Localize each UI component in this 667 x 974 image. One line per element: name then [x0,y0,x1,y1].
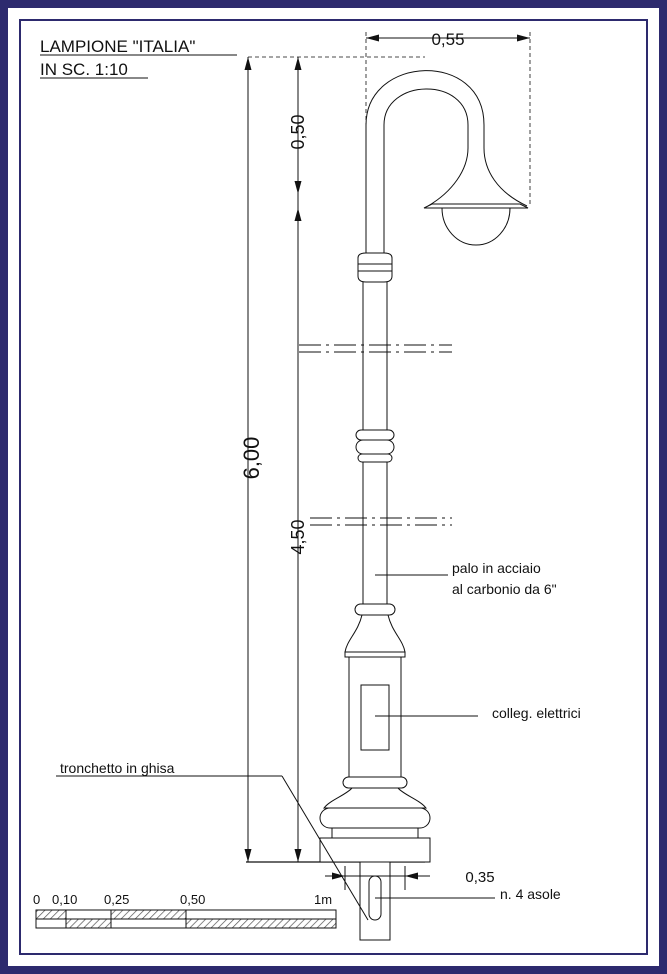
scale-tick-4: 1m [314,892,333,907]
stub-label: tronchetto in ghisa [60,760,175,776]
electrical-label: colleg. elettrici [492,705,581,721]
dimension-total-height: 6,00 [239,436,264,480]
title-line-2: IN SC. 1:10 [40,60,128,79]
title-line-1: LAMPIONE "ITALIA" [40,37,196,56]
scale-tick-1: 0,10 [52,892,78,907]
slots-label: n. 4 asole [500,886,561,902]
pole-label-line-2: al carbonio da 6" [452,581,557,597]
lamp-shade [424,204,528,208]
dimension-head-height: 0,50 [288,114,308,150]
scale-tick-0: 0 [33,892,41,907]
pole-label-line-1: palo in acciaio [452,560,541,576]
scale-tick-3: 0,50 [180,892,206,907]
dimension-shaft-height: 4,50 [288,519,308,555]
top-collar [358,253,392,282]
dimension-arm-width: 0,55 [431,30,465,49]
dimension-base-width: 0,35 [465,869,495,886]
scale-tick-2: 0,25 [104,892,130,907]
access-hatch [361,685,389,750]
